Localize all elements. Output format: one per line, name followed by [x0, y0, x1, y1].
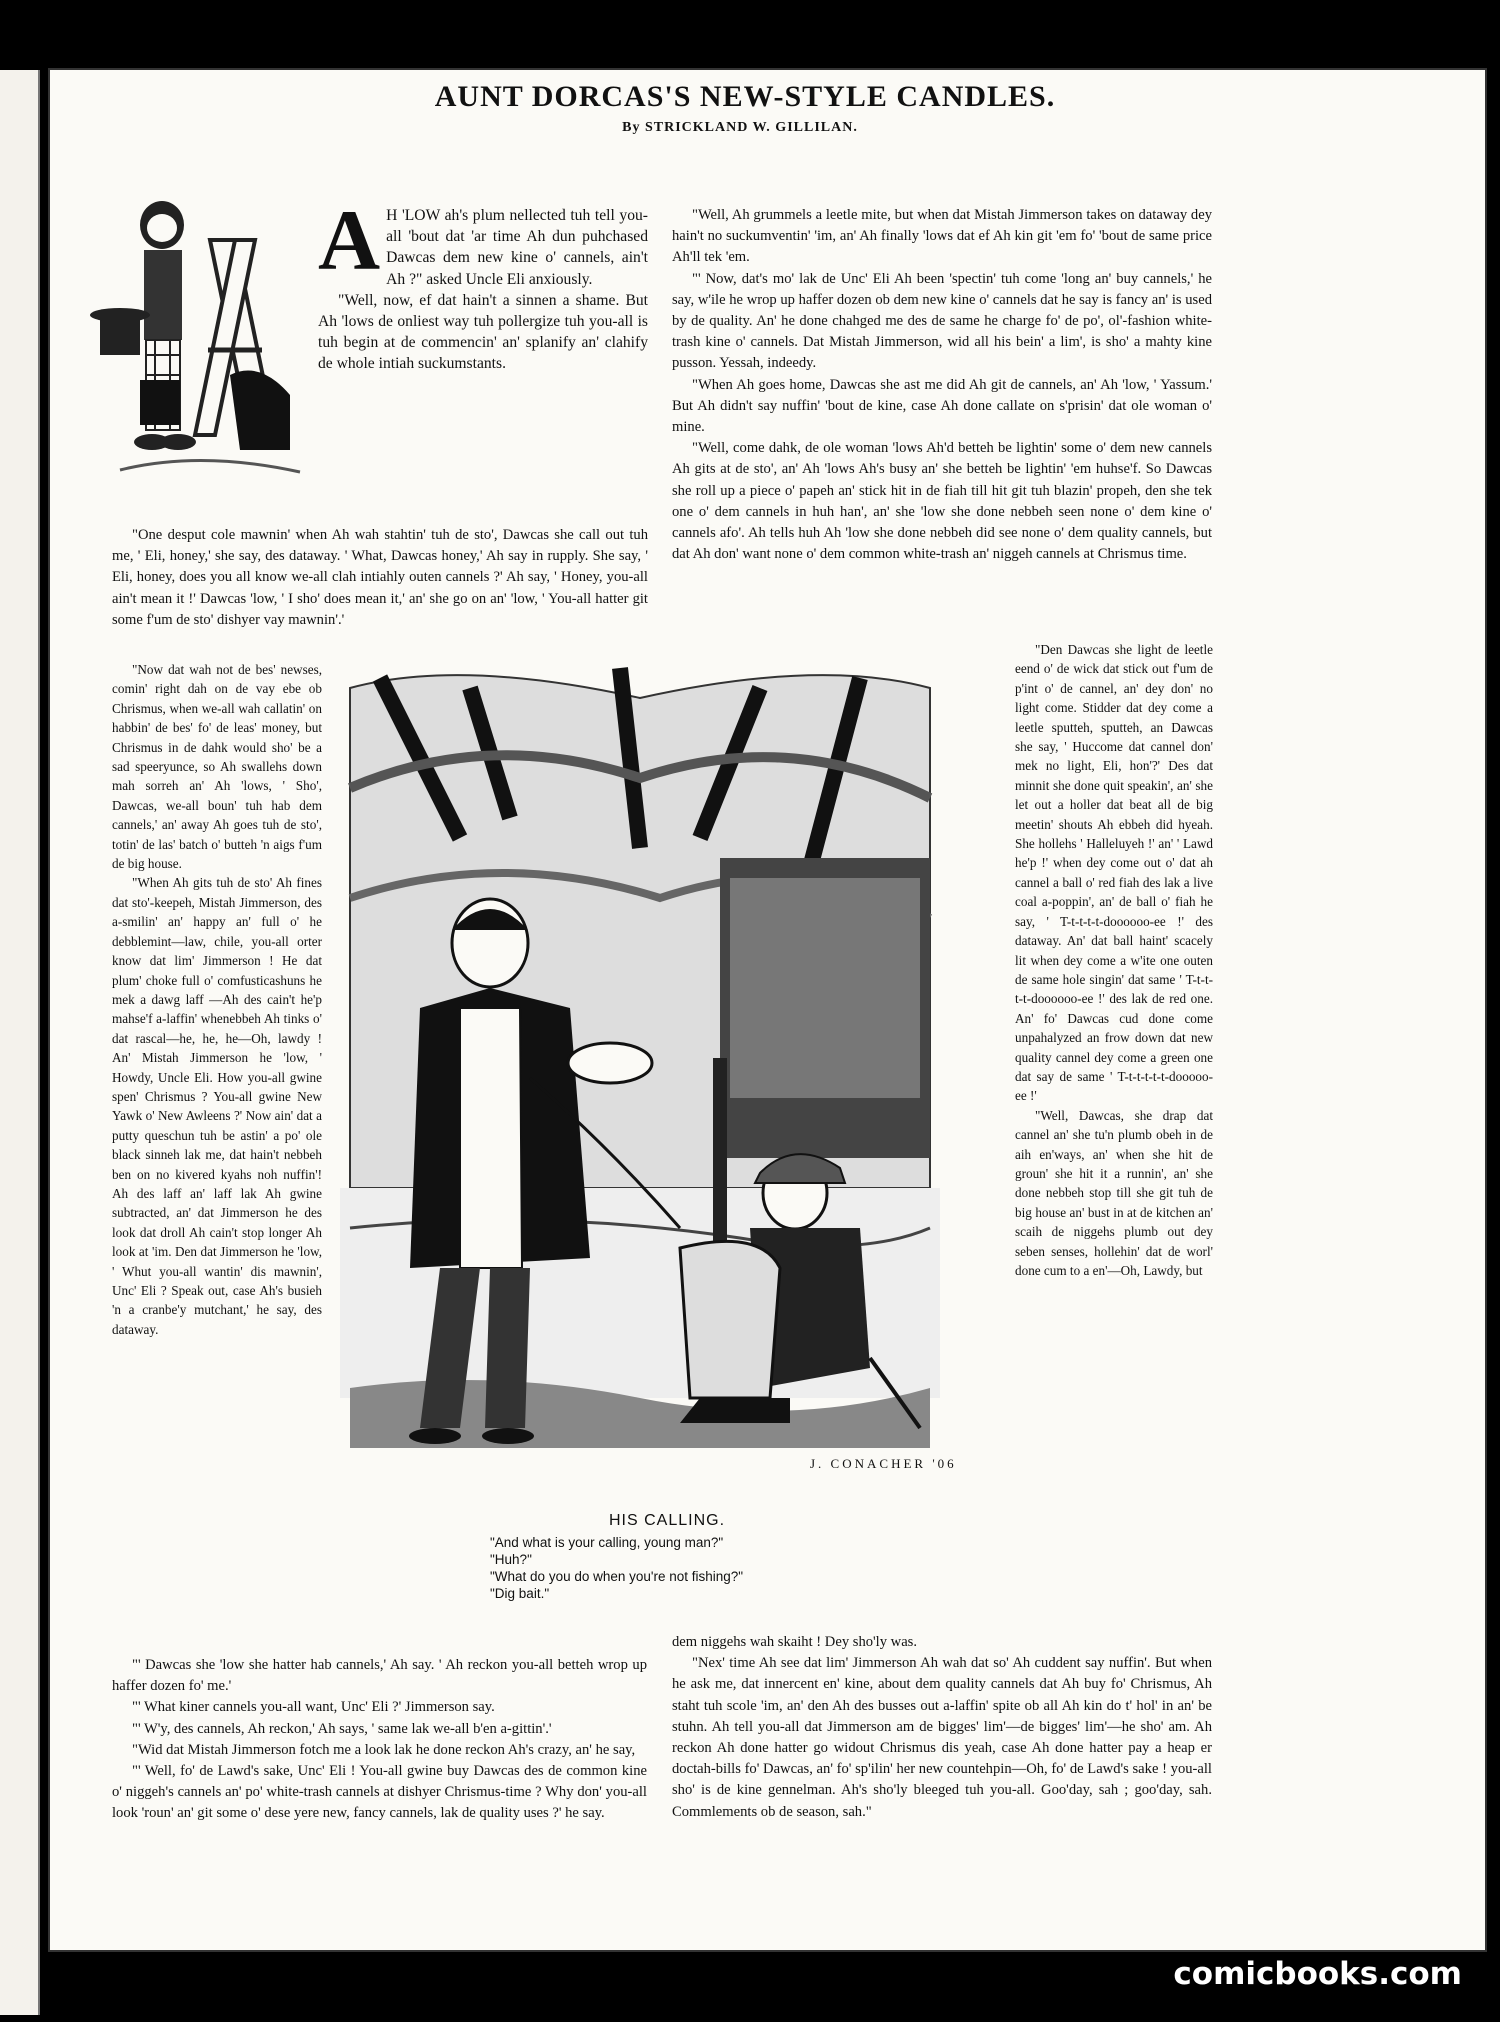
uncle-eli-spot-illustration	[100, 180, 310, 485]
paragraph: "Well, Dawcas, she drap dat cannel an' she tu'n plumb obeh in de aih en'ways, an' when she hit de groun' she hit it a runnin', an' she done nebbeh stop till she git tuh de big house an' bust in at de kitchen an' scaih de niggehs plumb out dey seben senses, hollehin' dat de worl' done cum to a en'—Oh, Lawdy, but	[1015, 1107, 1213, 1278]
paragraph: H 'LOW ah's plum nellected tuh tell you-all 'bout dat 'ar time Ah dun puhchased Dawcas dem new kine o' cannels, ain't Ah ?" asked Uncle Eli anxiously.	[386, 207, 648, 288]
article-title: AUNT DORCAS'S NEW-STYLE CANDLES.	[434, 80, 1056, 113]
paragraph: "' What kiner cannels you-all want, Unc' Eli ?' Jimmerson say.	[132, 1699, 495, 1716]
paragraph: "' Now, dat's mo' lak de Unc' Eli Ah been 'spectin' tuh come 'long an' buy cannels,' he say, w'ile he wrop up haffer dozen ob dem new kine o' cannels dat he say is fancy an' is used by de quality. An' he done chahged me des de same he charge fo' de po', ol'-fashion white-trash kine o' cannels. Dat Mistah Jimmerson, wid all his bein' a lim', is sho' a mahty kine pusson. Yessah, indeedy.	[672, 270, 1212, 372]
artist-signature: J. CONACHER '06	[810, 1456, 957, 1471]
column-right-narrow	[1015, 640, 1213, 1280]
paragraph: "Wid dat Mistah Jimmerson fotch me a look lak he done reckon Ah's crazy, an' he say,	[132, 1741, 636, 1758]
caption-line: "And what is your calling, young man?"	[490, 1535, 724, 1550]
column-left-top	[318, 192, 648, 375]
column-left-flow	[112, 525, 648, 631]
paragraph: "One desput cole mawnin' when Ah wah stahtin' tuh de sto', Dawcas she call out tuh me, ' Eli, honey,' she say, des dataway. ' What, Dawcas honey,' Ah say in rupply. She say, ' Eli, honey, does you all know we-all clah intiahly outen cannels ?' Ah say, ' Honey, you-all ain't mean it !' Dawcas 'low, ' I sho' does mean it,' an' she go on an' 'low, ' You-all hatter git some f'um de sto' dishyer vay mawnin'.'	[112, 527, 648, 628]
paragraph: "Well, come dahk, de ole woman 'lows Ah'd betteh be lightin' some o' dem new cannels Ah gits at de sto', an' Ah 'lows Ah's busy an' she betteh be lightin' 'em huhse'f. So Dawcas she roll up a piece o' papeh an' stick hit in de fiah till hit git tuh blazin' propeh, den she tek one o' dem cannels in huh han', an' she 'low she done nebbeh seen none o' dem kine o' cannels afo'. Ah tells huh Ah 'low she done nebbeh did see none o' dem quality cannels, but dat Ah don' want none o' dem common white-trash an' niggeh cannels at Chrismus time.	[672, 440, 1212, 563]
column-right-top	[672, 205, 1212, 565]
his-calling-illustration	[340, 668, 957, 1500]
previous-page-edge	[0, 70, 40, 2015]
column-left-narrow	[112, 660, 322, 1339]
paragraph: "Well, Ah grummels a leetle mite, but when dat Mistah Jimmerson takes on dataway dey hain't no suckumventin' 'im, an' Ah finally 'lows dat ef Ah kin git 'em fo' 'bout de same price Ah'll tek 'em.	[672, 207, 1212, 266]
paragraph: "Well, now, ef dat hain't a sinnen a shame. But Ah 'lows de onliest way tuh pollergize tuh you-all is tuh begin at de commencin' an' splanify an' clahify de whole intiah suckumstants.	[318, 291, 648, 373]
paragraph: "When Ah goes home, Dawcas she ast me did Ah git de cannels, an' Ah 'low, ' Yassum.' But Ah didn't say nuffin' 'bout de kine, case Ah done callate on s'prisin' dat ole woman o' mine.	[672, 376, 1212, 436]
paragraph: dem niggehs wah skaiht ! Dey sho'ly was.	[672, 1634, 918, 1650]
paragraph: "When Ah gits tuh de sto' Ah fines dat sto'-keepeh, Mistah Jimmerson, des a-smilin' an' happy an' full o' he debblemint—law, chile, you-all orter know dat lim' Jimmerson ! He dat plum' choke full o' comfusticashuns he mek a dawg laff —Ah des cain't he'p mahse'f a-laffin' whenebbeh Ah tinks o' dat rascal—he, he, he—Oh, lawdy ! An' Mistah Jimmerson he 'low, ' Howdy, Uncle Eli. How you-all gwine spen' Chrismus ? You-all gwine New Yawk o' New Awleens ?' Now ain' dat a putty queschun tuh be astin' a po' ole black sinneh lak me, dat hain't nebbeh ben on no kivered kyahs noh nuffin'! Ah des laff an' laff lak Ah gwine subtracted, an' dat Jimmerson he des look dat droll Ah cain't stop longer Ah look at 'im. Den dat Jimmerson he 'low, ' Whut you-all wantin' dis mawnin', Unc' Eli ? Speak out, case Ah's busieh 'n a cranbe'y mutchant,' he say, des dataway.	[112, 875, 322, 1337]
caption-line: "Dig bait."	[490, 1586, 550, 1601]
paragraph: "Den Dawcas she light de leetle eend o' de wick dat stick out f'um de p'int o' de cannel, an' dey don' no light come. Stidder dat dey come a leetle sputteh, sputteh, an Dawcas she say, ' Huccome dat cannel don' mek no light, Eli, hon'?' Des dat minnit she done quit speakin', an' she let out a holler dat beat all de big meetin' shouts Ah ebbeh did hyeah. She hollehs ' Halleluyeh !' an' ' Lawd he'p !' when dey come out o' dat ah cannel a ball o' red fiah des lak a live coal a-poppin', an' de ball o' fiah he say, ' T-t-t-t-t-doooooo-ee !' des dataway. An' dat ball haint' scacely lit when dey come a w'ite one outen de same hole singin' dat same ' T-t-t-t-t-doooooo-ee !' des lak de red one. An' fo' Dawcas cud done come unpahalyzed an frow down dat new quality cannel dey come a green one dat say de same ' T-t-t-t-t-t-dooooo-ee !'	[1015, 642, 1213, 1104]
article-byline: By STRICKLAND W. GILLILAN.	[622, 120, 858, 135]
illustration-caption-title: HIS CALLING.	[608, 1512, 726, 1529]
paragraph: "Nex' time Ah see dat lim' Jimmerson Ah wah dat so' Ah cuddent say nuffin'. But when he ask me, dat innercent en' kine, about dem quality cannels dat Ah buy fo' Chrismus, Ah staht tuh scole 'im, an' den Ah des busses out a-laffin' spite ob all Ah kin do t' hol' in an' be stuhn. Ah tell you-all dat Jimmerson am de bigges' lim'—de bigges' lim'—he sho' am. Ah reckon Ah done hatter go widout Chrismus dis yeah, case Ah done hatter pay a heap er doctah-bills fo' Dawcas, an' fo' sp'ilin' her new countehpin—Oh, fo' de Lawd's sake ! you-all sho' is de kine gennelman. Ah's sho'ly bleeged tuh you-all. Goo'day, sah ; goo'day, sah. Commlements ob de season, sah."	[672, 1655, 1212, 1820]
caption-line: "What do you do when you're not fishing?"	[490, 1569, 744, 1584]
column-left-bottom	[112, 1655, 647, 1825]
paragraph: "' W'y, des cannels, Ah reckon,' Ah says, ' same lak we-all b'en a-gittin'.'	[132, 1720, 552, 1737]
column-right-bottom	[672, 1632, 1212, 1823]
drop-cap: A	[318, 192, 381, 288]
paragraph: "' Well, fo' de Lawd's sake, Unc' Eli ! You-all gwine buy Dawcas des de common kine o' niggeh's cannels an' po' white-trash cannels at dishyer Chrismus-time ? Why don' you-all look 'roun' an' git some o' dese yere new, fancy cannels, lak de quality uses ?' he say.	[112, 1763, 647, 1822]
caption-line: "Huh?"	[490, 1552, 532, 1567]
site-watermark: comicbooks.com	[1173, 1956, 1462, 1992]
illustration-caption	[490, 1534, 890, 1602]
paragraph: "Now dat wah not de bes' newses, comin' right dah on de vay ebe ob Chrismus, when we-all wah callatin' on habbin' de bes' fo' de leas' money, but Chrismus in de dahk would sho' be a sad speeryunce, so Ah swallehs down mah sorreh an' Ah 'lows, ' Sho', Dawcas, we-all boun' tuh hab dem cannels,' an' away Ah goes tuh de sto', totin' de las' batch o' butteh 'n aigs f'um de big house.	[112, 662, 322, 872]
paragraph: "' Dawcas she 'low she hatter hab cannels,' Ah say. ' Ah reckon you-all betteh wrop up haffer dozen fo' me.'	[112, 1657, 647, 1695]
